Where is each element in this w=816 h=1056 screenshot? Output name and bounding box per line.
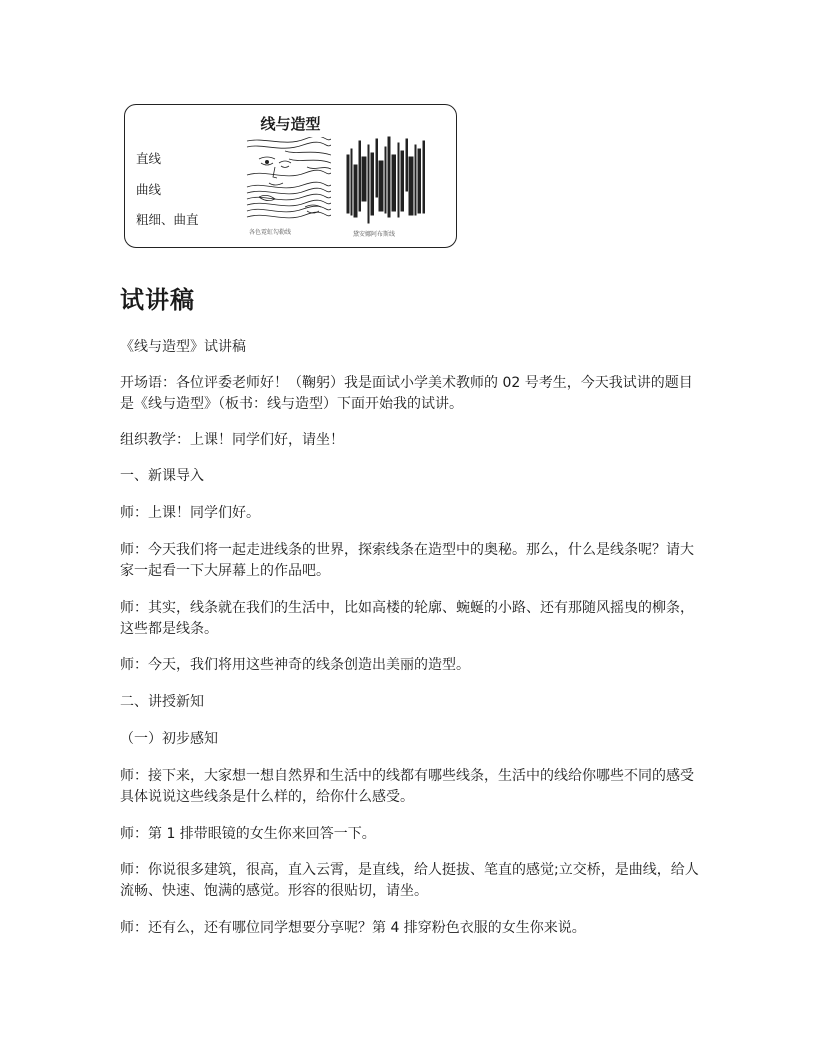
paragraph-organize: 组织教学：上课！同学们好，请坐！ — [120, 432, 344, 448]
subsection-heading-1: （一）初步感知 — [120, 731, 218, 747]
paragraph-create: 师：今天，我们将用这些神奇的线条创造出美丽的造型。 — [120, 657, 470, 673]
caption-left: 各色霓虹勾勒线 — [249, 229, 292, 236]
board-item-curve: 曲线 — [136, 182, 162, 197]
board-title: 线与造型 — [260, 115, 321, 133]
board-item-straight: 直线 — [136, 151, 162, 166]
paragraph-opening: 开场语：各位评委老师好！（鞠躬）我是面试小学美术教师的 02 号考生，今天我试讲的题目是《线与造型》（板书：线与造型）下面开始我的试讲。 — [120, 375, 693, 412]
caption-right: 黛安娜阿布斯线 — [353, 231, 396, 238]
paragraph-title: 《线与造型》试讲稿 — [120, 339, 246, 355]
section-heading-1: 一、新课导入 — [120, 468, 204, 484]
paragraph-call-1: 师：第 1 排带眼镜的女生你来回答一下。 — [120, 826, 376, 842]
paragraph-life-lines: 师：其实，线条就在我们的生活中，比如高楼的轮廓、蜿蜒的小路、还有那随风摇曳的柳条，这些都是线条。 — [120, 600, 694, 637]
blackboard-figure — [124, 104, 457, 248]
paragraph-intro: 师：今天我们将一起走进线条的世界，探索线条在造型中的奥秘。那么，什么是线条呢？请大家一起看一下大屏幕上的作品吧。 — [120, 542, 694, 579]
page-heading: 试讲稿 — [120, 286, 195, 314]
paragraph-think: 师：接下来，大家想一想自然界和生活中的线都有哪些线条，生活中的线给你哪些不同的感受具体说说这些线条是什么样的，给你什么感受。 — [120, 768, 694, 805]
curved-line-face-artwork — [245, 137, 331, 225]
paragraph-answer-1: 师：你说很多建筑，很高，直入云霄，是直线，给人挺拔、笔直的感觉;立交桥，是曲线，给人流畅、快速、饱满的感觉。形容的很贴切，请坐。 — [120, 862, 699, 899]
paragraph-greeting: 师：上课！同学们好。 — [120, 505, 260, 521]
board-item-thickness: 粗细、曲直 — [136, 212, 199, 227]
paragraph-call-2: 师：还有么，还有哪位同学想要分享呢？第 4 排穿粉色衣服的女生你来说。 — [120, 920, 586, 936]
straight-line-bars-artwork — [345, 135, 427, 225]
section-heading-2: 二、讲授新知 — [120, 694, 204, 710]
